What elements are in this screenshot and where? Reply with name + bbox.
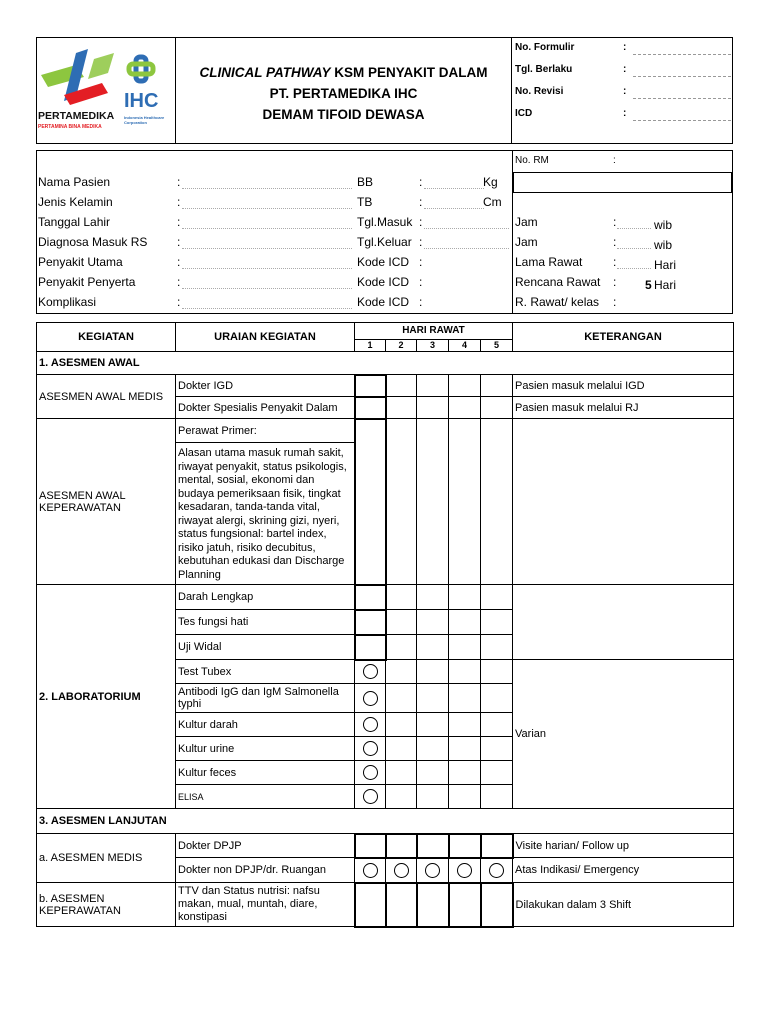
logo-ihc-sub: Indonesia Healthcare Corporation: [124, 115, 165, 125]
meta-label: ICD: [515, 108, 533, 119]
day-cell[interactable]: [449, 610, 481, 635]
checkbox-day-4[interactable]: [449, 883, 481, 927]
section-asesmen-awal: 1. ASESMEN AWAL: [37, 352, 734, 375]
unit-hari: Hari: [654, 258, 677, 272]
unit-hari: Hari: [654, 278, 677, 292]
activity-dokter-igd: Dokter IGD: [176, 375, 355, 397]
unit-kg: Kg: [483, 175, 498, 189]
label-tgl-masuk: Tgl.Masuk: [357, 215, 413, 229]
day-cell[interactable]: [417, 684, 449, 713]
circle-marker: [457, 863, 472, 878]
header-keterangan: KETERANGAN: [513, 323, 734, 352]
unit-wib: wib: [654, 238, 673, 252]
label-jam: Jam: [515, 215, 538, 229]
day-cell[interactable]: [386, 713, 417, 737]
no-rm-input[interactable]: [513, 172, 732, 193]
lama-rawat-input[interactable]: [617, 268, 651, 269]
note-visite: Visite harian/ Follow up: [513, 834, 734, 858]
day-cell[interactable]: [481, 635, 513, 660]
header-hari-rawat: HARI RAWAT: [355, 323, 513, 340]
circle-marker: [363, 717, 378, 732]
checkbox-day-1[interactable]: [355, 397, 386, 419]
no-rm-label: No. RM: [515, 155, 549, 166]
unit-wib: wib: [654, 218, 673, 232]
checkbox-day-3[interactable]: [417, 883, 449, 927]
checkbox-day-1[interactable]: [355, 883, 386, 927]
day-cell[interactable]: [386, 375, 417, 397]
colon: :: [177, 275, 181, 289]
bb-input[interactable]: [424, 188, 484, 189]
day-cell[interactable]: [481, 585, 513, 610]
meta-row: [515, 64, 731, 80]
day-cell[interactable]: [386, 660, 417, 684]
label-tb: TB: [357, 195, 373, 209]
day-cell[interactable]: [449, 585, 481, 610]
jam-keluar-input[interactable]: [617, 248, 651, 249]
lab-item: Tes fungsi hati: [176, 610, 355, 635]
day-2: 2: [386, 340, 417, 352]
logo-area: [36, 37, 176, 144]
colon: :: [613, 235, 617, 249]
day-cell[interactable]: [417, 635, 449, 660]
day-cell[interactable]: [481, 610, 513, 635]
optional-day-1[interactable]: [355, 785, 386, 809]
optional-day-1[interactable]: [355, 858, 386, 883]
lab-item: Antibodi IgG dan IgM Salmonella typhi: [176, 684, 355, 713]
label-nama-pasien: Nama Pasien: [38, 175, 111, 189]
asesmen-medis: a. ASESMEN MEDIS: [37, 834, 176, 883]
label-jenis-kelamin: Jenis Kelamin: [38, 195, 113, 209]
day-cell[interactable]: [386, 610, 417, 635]
checkbox-day-1[interactable]: [355, 375, 386, 397]
day-cell[interactable]: [481, 684, 513, 713]
title-line-1: [176, 62, 511, 83]
lab-item: Kultur urine: [176, 737, 355, 761]
colon: :: [419, 215, 423, 229]
lab-item: Uji Widal: [176, 635, 355, 660]
label-tgl-keluar: Tgl.Keluar: [357, 235, 412, 249]
meta-colon: :: [623, 86, 627, 97]
activity-dokter-non-dpjp: Dokter non DPJP/dr. Ruangan: [176, 858, 355, 883]
day-1: 1: [355, 340, 386, 352]
day-cell[interactable]: [449, 761, 481, 785]
optional-day-3[interactable]: [417, 858, 449, 883]
colon: :: [177, 235, 181, 249]
activity-perawat: Perawat Primer:: [176, 419, 355, 443]
optional-day-4[interactable]: [449, 858, 481, 883]
day-cell[interactable]: [449, 397, 481, 419]
day-3: 3: [417, 340, 449, 352]
circle-marker: [363, 741, 378, 756]
activity-perawat-desc: Alasan utama masuk rumah sakit, riwayat penyakit, status psikologis, mental, sosial, ekonomi dan budaya pemeriksaan fisik, tingkat kesadaran, tanda-tanda vital, riwayat alergi, skrining gizi, nyeri, status fungsional: bartel index, risiko jatuh, risiko decubitus, kebutuhan edukasi dan Discharge Planning: [176, 443, 355, 585]
lab-item: Kultur darah: [176, 713, 355, 737]
header-kegiatan: KEGIATAN: [37, 323, 176, 352]
label-komplikasi: Komplikasi: [38, 295, 97, 309]
penyakit-penyerta-input[interactable]: [182, 288, 352, 289]
day-cell[interactable]: [417, 761, 449, 785]
day-cell[interactable]: [481, 660, 513, 684]
penyakit-utama-input[interactable]: [182, 268, 352, 269]
meta-field[interactable]: [633, 98, 731, 99]
meta-label: Tgl. Berlaku: [515, 64, 573, 75]
meta-label: No. Revisi: [515, 86, 564, 97]
optional-day-1[interactable]: [355, 684, 386, 713]
meta-field[interactable]: [633, 120, 731, 121]
label-jam: Jam: [515, 235, 538, 249]
tanggal-lahir-input[interactable]: [182, 228, 352, 229]
day-cell[interactable]: [481, 737, 513, 761]
label-rencana-rawat: Rencana Rawat: [515, 275, 601, 289]
header-uraian: URAIAN KEGIATAN: [176, 323, 355, 352]
checkbox-day-2[interactable]: [386, 834, 417, 858]
day-cell[interactable]: [481, 785, 513, 809]
lab-item: Kultur feces: [176, 761, 355, 785]
label-lama-rawat: Lama Rawat: [515, 255, 583, 269]
day-cell[interactable]: [417, 419, 449, 585]
day-cell[interactable]: [481, 761, 513, 785]
day-cell[interactable]: [417, 610, 449, 635]
note-rj: Pasien masuk melalui RJ: [513, 397, 734, 419]
colon: :: [177, 215, 181, 229]
day-cell[interactable]: [449, 785, 481, 809]
day-cell[interactable]: [417, 397, 449, 419]
optional-day-1[interactable]: [355, 761, 386, 785]
label-rawat-kelas: R. Rawat/ kelas: [515, 295, 600, 309]
label-penyakit-penyerta: Penyakit Penyerta: [38, 275, 136, 289]
day-cell[interactable]: [449, 660, 481, 684]
optional-day-1[interactable]: [355, 660, 386, 684]
label-diagnosa-masuk: Diagnosa Masuk RS: [38, 235, 148, 249]
day-4: 4: [449, 340, 481, 352]
label-tanggal-lahir: Tanggal Lahir: [38, 215, 111, 229]
jam-masuk-input[interactable]: [617, 228, 651, 229]
note-empty: [513, 419, 734, 585]
colon: :: [613, 215, 617, 229]
day-cell[interactable]: [386, 397, 417, 419]
meta-label: No. Formulir: [515, 42, 575, 53]
asesmen-awal-keperawatan: ASESMEN AWAL KEPERAWATAN: [37, 419, 176, 585]
colon: :: [613, 295, 617, 309]
circle-marker: [363, 691, 378, 706]
label-kode-icd: Kode ICD: [357, 275, 410, 289]
note-varian: Varian: [513, 660, 734, 809]
day-cell[interactable]: [449, 737, 481, 761]
day-cell[interactable]: [417, 737, 449, 761]
tgl-masuk-input[interactable]: [424, 228, 509, 229]
colon: :: [419, 195, 423, 209]
day-cell[interactable]: [417, 713, 449, 737]
circle-marker: [394, 863, 409, 878]
day-cell[interactable]: [386, 419, 417, 585]
day-cell[interactable]: [417, 660, 449, 684]
meta-field[interactable]: [633, 54, 731, 55]
checkbox-day-5[interactable]: [481, 834, 513, 858]
checkbox-day-1[interactable]: [355, 585, 386, 610]
day-cell[interactable]: [481, 397, 513, 419]
day-cell[interactable]: [386, 785, 417, 809]
meta-row: [515, 42, 731, 58]
circle-marker: [363, 789, 378, 804]
note-shift: Dilakukan dalam 3 Shift: [513, 883, 734, 927]
checkbox-day-2[interactable]: [386, 883, 417, 927]
optional-day-2[interactable]: [386, 858, 417, 883]
note-igd: Pasien masuk melalui IGD: [513, 375, 734, 397]
unit-cm: Cm: [483, 195, 502, 209]
colon: :: [177, 175, 181, 189]
tgl-keluar-input[interactable]: [424, 248, 509, 249]
title-rest: KSM PENYAKIT DALAM: [330, 65, 488, 80]
day-cell[interactable]: [449, 713, 481, 737]
logo-ihc: IHC: [124, 90, 159, 112]
colon: :: [419, 275, 423, 289]
day-cell[interactable]: [386, 684, 417, 713]
day-cell[interactable]: [449, 684, 481, 713]
colon: :: [177, 255, 181, 269]
section-laboratorium: 2. LABORATORIUM: [37, 585, 176, 809]
circle-marker: [363, 664, 378, 679]
note-empty: [513, 585, 734, 660]
colon: :: [419, 295, 423, 309]
activity-dokter-spesialis: Dokter Spesialis Penyakit Dalam: [176, 397, 355, 419]
day-cell[interactable]: [386, 737, 417, 761]
asesmen-awal-medis: ASESMEN AWAL MEDIS: [37, 375, 176, 419]
logo-brand: PERTAMEDIKA: [38, 110, 115, 122]
lab-item: Darah Lengkap: [176, 585, 355, 610]
jenis-kelamin-input[interactable]: [182, 208, 352, 209]
tb-input[interactable]: [424, 208, 484, 209]
colon: :: [419, 235, 423, 249]
checkbox-day-1[interactable]: [355, 635, 386, 660]
note-indikasi: Atas Indikasi/ Emergency: [513, 858, 734, 883]
day-cell[interactable]: [481, 375, 513, 397]
activity-dokter-dpjp: Dokter DPJP: [176, 834, 355, 858]
label-kode-icd: Kode ICD: [357, 255, 410, 269]
label-penyakit-utama: Penyakit Utama: [38, 255, 123, 269]
checkbox-day-1[interactable]: [355, 419, 386, 585]
lab-item: ELISA: [176, 785, 355, 809]
checkbox-day-1[interactable]: [355, 834, 386, 858]
optional-day-5[interactable]: [481, 858, 513, 883]
activity-ttv: TTV dan Status nutrisi: nafsu makan, mual, muntah, diare, konstipasi: [176, 883, 355, 927]
day-cell[interactable]: [417, 585, 449, 610]
day-cell[interactable]: [386, 635, 417, 660]
meta-colon: :: [623, 64, 627, 75]
day-cell[interactable]: [449, 635, 481, 660]
day-cell[interactable]: [481, 713, 513, 737]
lab-item: Test Tubex: [176, 660, 355, 684]
label-bb: BB: [357, 175, 374, 189]
komplikasi-input[interactable]: [182, 308, 352, 309]
circle-marker: [363, 765, 378, 780]
patient-info: [36, 150, 733, 314]
colon: :: [177, 295, 181, 309]
optional-day-1[interactable]: [355, 737, 386, 761]
pathway-table: [36, 322, 734, 928]
meta-field[interactable]: [633, 76, 731, 77]
optional-day-1[interactable]: [355, 713, 386, 737]
label-kode-icd: Kode ICD: [357, 295, 410, 309]
title-italic: CLINICAL PATHWAY: [199, 65, 331, 80]
no-rm-colon: :: [613, 155, 616, 166]
day-cell[interactable]: [417, 375, 449, 397]
meta-row: [515, 108, 731, 124]
colon: :: [613, 255, 617, 269]
nama-pasien-input[interactable]: [182, 188, 352, 189]
checkbox-day-3[interactable]: [417, 834, 449, 858]
form-meta: [512, 37, 733, 144]
section-asesmen-lanjutan: 3. ASESMEN LANJUTAN: [37, 809, 734, 834]
day-cell[interactable]: [386, 585, 417, 610]
title-line-3: DEMAM TIFOID DEWASA: [262, 107, 425, 122]
diagnosa-input[interactable]: [182, 248, 352, 249]
checkbox-day-1[interactable]: [355, 610, 386, 635]
circle-marker: [425, 863, 440, 878]
rencana-rawat-value: 5: [645, 278, 652, 292]
day-5: 5: [481, 340, 513, 352]
meta-row: [515, 86, 731, 102]
meta-colon: :: [623, 42, 627, 53]
form-title: [176, 37, 512, 144]
circle-marker: [363, 863, 378, 878]
day-cell[interactable]: [386, 761, 417, 785]
title-line-2: PT. PERTAMEDIKA IHC: [269, 86, 418, 101]
colon: :: [419, 175, 423, 189]
asesmen-keperawatan: b. ASESMEN KEPERAWATAN: [37, 883, 176, 927]
colon: :: [613, 275, 617, 289]
colon: :: [177, 195, 181, 209]
colon: :: [419, 255, 423, 269]
day-cell[interactable]: [449, 375, 481, 397]
checkbox-day-5[interactable]: [481, 883, 513, 927]
checkbox-day-4[interactable]: [449, 834, 481, 858]
logo-tagline: PERTAMINA BINA MEDIKA: [38, 124, 102, 130]
day-cell[interactable]: [449, 419, 481, 585]
meta-colon: :: [623, 108, 627, 119]
day-cell[interactable]: [481, 419, 513, 585]
day-cell[interactable]: [417, 785, 449, 809]
circle-marker: [489, 863, 504, 878]
